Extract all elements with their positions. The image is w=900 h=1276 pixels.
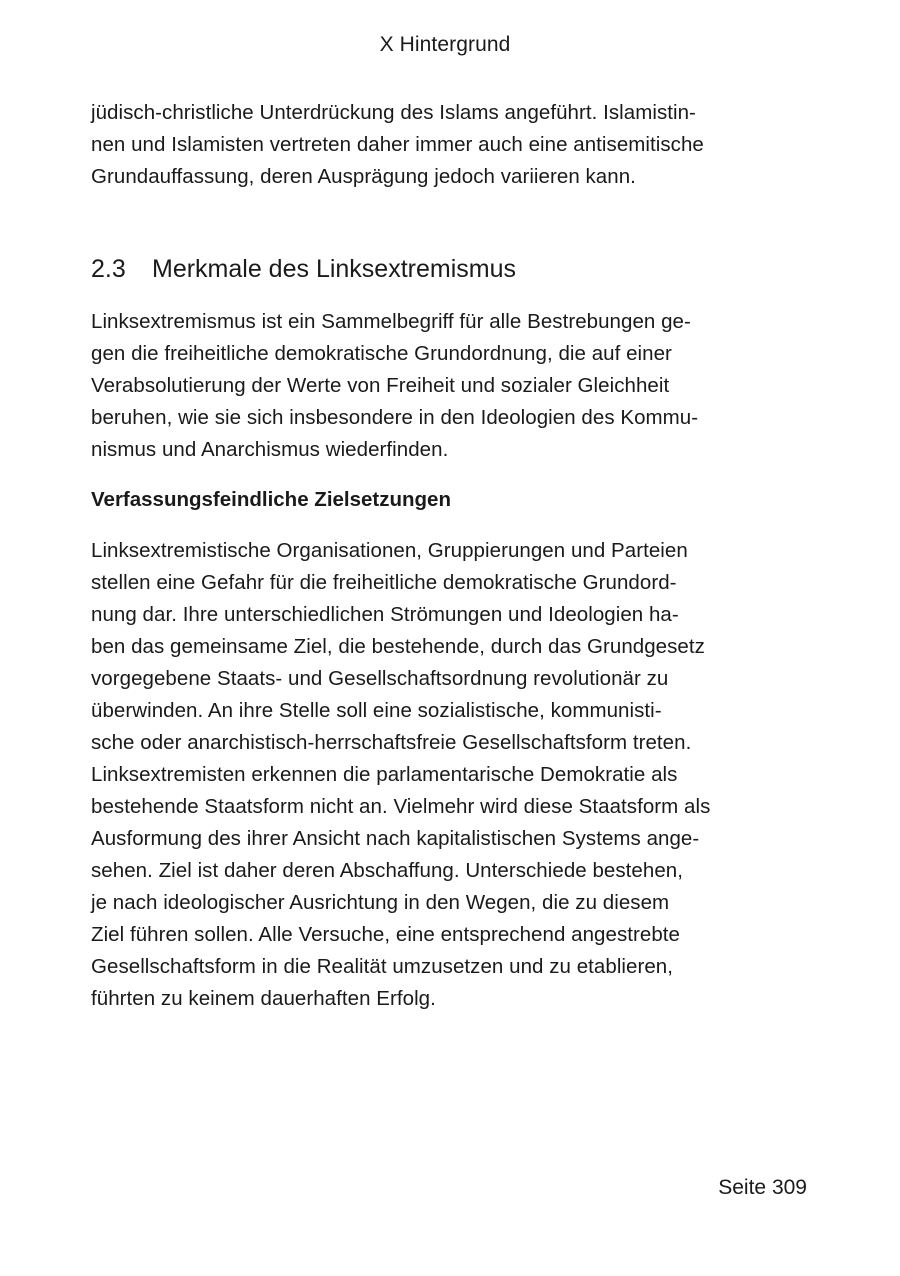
text-line: Linksextremisten erkennen die parlamentarische Demokratie als [91, 763, 678, 786]
text-line: Linksextremistische Organisationen, Gruppierungen und Parteien [91, 539, 688, 562]
subheading: Verfassungsfeindliche Zielsetzungen [91, 488, 451, 511]
text-line: überwinden. An ihre Stelle soll eine sozialistische, kommunisti- [91, 699, 662, 722]
text-line: Verabsolutierung der Werte von Freiheit und sozialer Gleichheit [91, 374, 670, 397]
text-line: bestehende Staatsform nicht an. Vielmehr wird diese Staatsform als [91, 795, 711, 818]
text-line: stellen eine Gefahr für die freiheitliche demokratische Grundord- [91, 571, 677, 594]
text-line: sche oder anarchistisch-herrschaftsfreie Gesellschaftsform treten. [91, 731, 692, 754]
running-header: X Hintergrund [379, 33, 511, 56]
text-line: Gesellschaftsform in die Realität umzusetzen und zu etablieren, [91, 955, 674, 978]
text-line: führten zu keinem dauerhaften Erfolg. [91, 987, 436, 1010]
text-line: Grundauffassung, deren Ausprägung jedoch variieren kann. [91, 165, 636, 188]
text-line: jüdisch-christliche Unterdrückung des Islams angeführt. Islamistin- [91, 101, 696, 124]
text-line: sehen. Ziel ist daher deren Abschaffung. Unterschiede bestehen, [91, 859, 683, 882]
text-line: nung dar. Ihre unterschiedlichen Strömungen und Ideologien ha- [91, 603, 679, 626]
text-line: nen und Islamisten vertreten daher immer auch eine antisemitische [91, 133, 704, 156]
text-line: Linksextremismus ist ein Sammelbegriff für alle Bestrebungen ge- [91, 310, 691, 333]
text-line: vorgegebene Staats- und Gesellschaftsordnung revolutionär zu [91, 667, 669, 690]
page-number: Seite 309 [718, 1176, 807, 1199]
text-line: Ziel führen sollen. Alle Versuche, eine entsprechend angestrebte [91, 923, 680, 946]
section-title: Merkmale des Linksextremismus [152, 255, 516, 283]
text-line: nismus und Anarchismus wiederfinden. [91, 438, 449, 461]
section-heading [91, 252, 516, 286]
text-line: beruhen, wie sie sich insbesondere in den Ideologien des Kommu- [91, 406, 699, 429]
text-line: Ausformung des ihrer Ansicht nach kapitalistischen Systems ange- [91, 827, 700, 850]
text-line: gen die freiheitliche demokratische Grundordnung, die auf einer [91, 342, 672, 365]
text-line: je nach ideologischer Ausrichtung in den Wegen, die zu diesem [91, 891, 670, 914]
section-number: 2.3 [91, 255, 126, 283]
text-line: ben das gemeinsame Ziel, die bestehende, durch das Grundgesetz [91, 635, 705, 658]
